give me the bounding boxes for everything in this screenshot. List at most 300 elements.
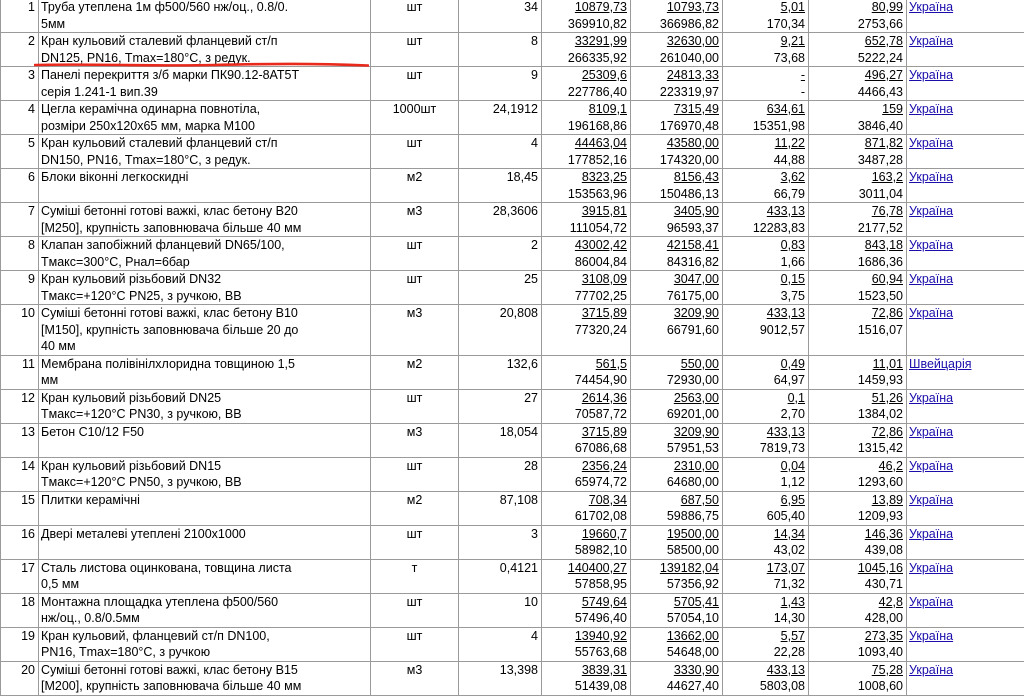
extra-cell (809, 389, 907, 423)
item-name-cell (39, 67, 371, 101)
country-cell (907, 457, 1024, 491)
price-unit-value: 10879,73 (544, 0, 627, 16)
quantity-cell (459, 661, 542, 695)
item-name-line: Плитки керамічні (41, 492, 368, 509)
price-unit-value: 3715,89 (544, 424, 627, 441)
extra-sum-value: 439,08 (811, 542, 903, 559)
unit-cell (371, 355, 459, 389)
price-net-sum-value: 44627,40 (633, 678, 719, 695)
price-net-cell (631, 169, 723, 203)
country-link[interactable]: Україна (909, 305, 1022, 322)
quantity-cell (459, 457, 542, 491)
unit-value: шт (407, 136, 423, 150)
unit-cell (371, 627, 459, 661)
table-row (1, 237, 1024, 271)
extra-cell (809, 271, 907, 305)
price-net-sum-value: 54648,00 (633, 644, 719, 661)
extra-cell (809, 203, 907, 237)
price-net-unit-value: 13662,00 (633, 628, 719, 645)
table-row (1, 491, 1024, 525)
duty-unit-value: 433,13 (725, 662, 805, 679)
price-unit-value: 140400,27 (544, 560, 627, 577)
price-unit-value: 44463,04 (544, 135, 627, 152)
price-net-sum-value: 72930,00 (633, 372, 719, 389)
duty-sum-value: 64,97 (725, 372, 805, 389)
price-net-cell (631, 305, 723, 356)
price-net-sum-value: 223319,97 (633, 84, 719, 101)
price-net-sum-value: 84316,82 (633, 254, 719, 271)
extra-sum-value: 1093,40 (811, 644, 903, 661)
price-net-unit-value: 687,50 (633, 492, 719, 509)
unit-cell (371, 237, 459, 271)
price-sum-value: 369910,82 (544, 16, 627, 33)
extra-sum-value: 5222,24 (811, 50, 903, 67)
item-name-line: [М250], крупність заповнювача більше 40 мм (41, 220, 368, 237)
price-net-unit-value: 7315,49 (633, 101, 719, 118)
duty-sum-value: 3,75 (725, 288, 805, 305)
item-name-cell (39, 559, 371, 593)
table-row (1, 33, 1024, 67)
table-body (1, 0, 1024, 695)
item-name-line: Клапан запобіжний фланцевий DN65/100, (41, 237, 368, 254)
price-unit-value: 8323,25 (544, 169, 627, 186)
item-name-line: Tмакс=+120°С PN30, з ручкою, ВВ (41, 406, 368, 423)
row-number: 7 (28, 204, 35, 218)
row-number-cell (1, 457, 39, 491)
item-name-line: Tмакс=300°С, Рнал=6бар (41, 254, 368, 271)
extra-cell (809, 423, 907, 457)
unit-cell (371, 525, 459, 559)
table-row (1, 559, 1024, 593)
row-number-cell (1, 67, 39, 101)
item-name-line: Суміші бетонні готові важкі, клас бетону В10 (41, 305, 368, 322)
quantity-cell (459, 237, 542, 271)
unit-value: шт (407, 459, 423, 473)
duty-sum-value: 44,88 (725, 152, 805, 169)
country-link[interactable]: Україна (909, 526, 1022, 543)
country-link[interactable]: Україна (909, 271, 1022, 288)
quantity-value: 20,808 (500, 306, 538, 320)
price-net-sum-value: 57054,10 (633, 610, 719, 627)
quantity-cell (459, 491, 542, 525)
price-net-cell (631, 559, 723, 593)
unit-cell (371, 33, 459, 67)
duty-cell (723, 33, 809, 67)
duty-sum-value: 605,40 (725, 508, 805, 525)
price-net-unit-value: 32630,00 (633, 33, 719, 50)
unit-cell (371, 661, 459, 695)
price-sum-value: 177852,16 (544, 152, 627, 169)
country-link[interactable]: Україна (909, 560, 1022, 577)
item-name-cell (39, 169, 371, 203)
item-name-cell (39, 101, 371, 135)
quantity-value: 4 (531, 629, 538, 643)
row-number-cell (1, 423, 39, 457)
extra-unit-value: 159 (811, 101, 903, 118)
quantity-cell (459, 423, 542, 457)
table-row (1, 525, 1024, 559)
price-sum-value: 266335,92 (544, 50, 627, 67)
price-cell (542, 203, 631, 237)
price-cell (542, 423, 631, 457)
quantity-value: 27 (524, 391, 538, 405)
extra-unit-value: 13,89 (811, 492, 903, 509)
price-net-cell (631, 237, 723, 271)
item-name-line: Кран кульовий різьбовий DN15 (41, 458, 368, 475)
quantity-value: 34 (524, 0, 538, 14)
country-cell (907, 661, 1024, 695)
extra-cell (809, 593, 907, 627)
price-net-sum-value: 76175,00 (633, 288, 719, 305)
row-number-cell (1, 203, 39, 237)
price-net-unit-value: 3330,90 (633, 662, 719, 679)
unit-value: шт (407, 238, 423, 252)
extra-sum-value: 428,00 (811, 610, 903, 627)
quantity-cell (459, 67, 542, 101)
country-cell (907, 525, 1024, 559)
item-name-line: нж/оц., 0.8/0.5мм (41, 610, 368, 627)
extra-cell (809, 525, 907, 559)
row-number-cell (1, 355, 39, 389)
country-link[interactable]: Україна (909, 67, 1022, 84)
unit-value: м2 (407, 170, 423, 184)
extra-sum-value: 3846,40 (811, 118, 903, 135)
duty-unit-value: 3,62 (725, 169, 805, 186)
duty-sum-value: 15351,98 (725, 118, 805, 135)
row-number: 18 (21, 595, 35, 609)
price-sum-value: 55763,68 (544, 644, 627, 661)
extra-cell (809, 627, 907, 661)
country-link[interactable]: Швейцарія (909, 356, 1022, 373)
item-name-line: Суміші бетонні готові важкі, клас бетону В20 (41, 203, 368, 220)
item-name-cell (39, 593, 371, 627)
price-cell (542, 559, 631, 593)
duty-sum-value: 7819,73 (725, 440, 805, 457)
duty-unit-value: 433,13 (725, 203, 805, 220)
quantity-cell (459, 627, 542, 661)
duty-cell (723, 525, 809, 559)
country-cell (907, 355, 1024, 389)
price-unit-value: 25309,6 (544, 67, 627, 84)
unit-cell (371, 169, 459, 203)
item-name-line: 0,5 мм (41, 576, 368, 593)
price-net-sum-value: 57356,92 (633, 576, 719, 593)
row-number: 8 (28, 238, 35, 252)
extra-unit-value: 46,2 (811, 458, 903, 475)
extra-cell (809, 661, 907, 695)
quantity-cell (459, 593, 542, 627)
price-sum-value: 227786,40 (544, 84, 627, 101)
extra-unit-value: 496,27 (811, 67, 903, 84)
price-sum-value: 77320,24 (544, 322, 627, 339)
duty-sum-value: 1,12 (725, 474, 805, 491)
quantity-cell (459, 305, 542, 356)
unit-cell (371, 101, 459, 135)
price-sum-value: 65974,72 (544, 474, 627, 491)
item-name-line: Кран кульовий, фланцевий ст/п DN100, (41, 628, 368, 645)
price-cell (542, 67, 631, 101)
row-number-cell (1, 661, 39, 695)
quantity-value: 132,6 (507, 357, 538, 371)
price-unit-value: 3715,89 (544, 305, 627, 322)
country-link[interactable]: Україна (909, 237, 1022, 254)
extra-unit-value: 42,8 (811, 594, 903, 611)
country-link[interactable]: Україна (909, 135, 1022, 152)
price-net-unit-value: 2310,00 (633, 458, 719, 475)
unit-cell (371, 305, 459, 356)
extra-cell (809, 355, 907, 389)
price-net-sum-value: 66791,60 (633, 322, 719, 339)
price-net-cell (631, 271, 723, 305)
quantity-cell (459, 203, 542, 237)
row-number: 9 (28, 272, 35, 286)
item-name-line: Мембрана полівінілхлоридна товщиною 1,5 (41, 356, 368, 373)
duty-cell (723, 627, 809, 661)
country-cell (907, 627, 1024, 661)
extra-unit-value: 60,94 (811, 271, 903, 288)
country-link[interactable]: Україна (909, 101, 1022, 118)
duty-unit-value: - (725, 67, 805, 84)
item-name-line: Кран кульовий сталевий фланцевий ст/п (41, 33, 368, 50)
quantity-value: 28,3606 (493, 204, 538, 218)
unit-value: м3 (407, 425, 423, 439)
item-name-line: Панелі перекриття з/б марки ПК90.12-8АТ5Т (41, 67, 368, 84)
item-name-cell (39, 33, 371, 67)
row-number-cell (1, 135, 39, 169)
price-unit-value: 561,5 (544, 356, 627, 373)
unit-cell (371, 491, 459, 525)
item-name-cell (39, 389, 371, 423)
row-number: 4 (28, 102, 35, 116)
extra-unit-value: 72,86 (811, 305, 903, 322)
item-name-line: Tмакс=+120°С PN50, з ручкою, ВВ (41, 474, 368, 491)
price-cell (542, 101, 631, 135)
price-net-sum-value: 58500,00 (633, 542, 719, 559)
price-cell (542, 525, 631, 559)
item-name-cell (39, 271, 371, 305)
table-row (1, 355, 1024, 389)
price-net-cell (631, 627, 723, 661)
row-number: 11 (22, 357, 35, 371)
price-net-unit-value: 3209,90 (633, 305, 719, 322)
extra-sum-value: 1523,50 (811, 288, 903, 305)
table-row (1, 305, 1024, 356)
table-row (1, 389, 1024, 423)
extra-cell (809, 491, 907, 525)
quantity-cell (459, 135, 542, 169)
country-link[interactable]: Україна (909, 424, 1022, 441)
price-sum-value: 111054,72 (544, 220, 627, 237)
unit-value: шт (407, 68, 423, 82)
unit-cell (371, 423, 459, 457)
country-cell (907, 33, 1024, 67)
duty-unit-value: 0,15 (725, 271, 805, 288)
row-number: 5 (28, 136, 35, 150)
price-net-sum-value: 366986,82 (633, 16, 719, 33)
table-row (1, 67, 1024, 101)
price-net-sum-value: 174320,00 (633, 152, 719, 169)
duty-sum-value: 73,68 (725, 50, 805, 67)
country-cell (907, 559, 1024, 593)
row-number: 17 (21, 561, 35, 575)
quantity-value: 10 (524, 595, 538, 609)
price-sum-value: 51439,08 (544, 678, 627, 695)
quantity-cell (459, 389, 542, 423)
price-sum-value: 57496,40 (544, 610, 627, 627)
country-cell (907, 271, 1024, 305)
quantity-cell (459, 525, 542, 559)
table-row (1, 661, 1024, 695)
price-net-unit-value: 2563,00 (633, 390, 719, 407)
country-link[interactable]: Україна (909, 0, 1022, 16)
row-number: 14 (21, 459, 35, 473)
country-link[interactable]: Україна (909, 662, 1022, 679)
price-sum-value: 196168,86 (544, 118, 627, 135)
duty-unit-value: 634,61 (725, 101, 805, 118)
price-sum-value: 153563,96 (544, 186, 627, 203)
duty-unit-value: 0,83 (725, 237, 805, 254)
extra-sum-value: 1209,93 (811, 508, 903, 525)
duty-sum-value: 2,70 (725, 406, 805, 423)
item-name-line: серія 1.241-1 вип.39 (41, 84, 368, 101)
row-number-cell (1, 237, 39, 271)
price-sum-value: 58982,10 (544, 542, 627, 559)
unit-cell (371, 0, 459, 33)
price-net-sum-value: 64680,00 (633, 474, 719, 491)
extra-sum-value: 2177,52 (811, 220, 903, 237)
price-net-unit-value: 43580,00 (633, 135, 719, 152)
price-cell (542, 457, 631, 491)
duty-sum-value: - (725, 84, 805, 101)
item-name-line (41, 440, 368, 457)
row-number-cell (1, 559, 39, 593)
price-net-unit-value: 5705,41 (633, 594, 719, 611)
quantity-cell (459, 271, 542, 305)
price-net-sum-value: 59886,75 (633, 508, 719, 525)
row-number: 20 (21, 663, 35, 677)
quantity-cell (459, 33, 542, 67)
price-net-cell (631, 525, 723, 559)
duty-unit-value: 433,13 (725, 424, 805, 441)
price-cell (542, 271, 631, 305)
country-link[interactable]: Україна (909, 458, 1022, 475)
extra-cell (809, 67, 907, 101)
duty-sum-value: 170,34 (725, 16, 805, 33)
price-unit-value: 2356,24 (544, 458, 627, 475)
quantity-value: 24,1912 (493, 102, 538, 116)
quantity-value: 28 (524, 459, 538, 473)
country-link[interactable]: Україна (909, 390, 1022, 407)
quantity-cell (459, 559, 542, 593)
country-cell (907, 305, 1024, 356)
table-row (1, 169, 1024, 203)
extra-sum-value: 1516,07 (811, 322, 903, 339)
price-sum-value: 86004,84 (544, 254, 627, 271)
extra-unit-value: 75,28 (811, 662, 903, 679)
item-name-cell (39, 305, 371, 356)
unit-value: шт (407, 391, 423, 405)
price-net-sum-value: 150486,13 (633, 186, 719, 203)
unit-value: м3 (407, 204, 423, 218)
row-number: 19 (21, 629, 35, 643)
extra-cell (809, 33, 907, 67)
country-link[interactable]: Україна (909, 33, 1022, 50)
unit-cell (371, 135, 459, 169)
price-net-sum-value: 57951,53 (633, 440, 719, 457)
table-row (1, 135, 1024, 169)
extra-cell (809, 169, 907, 203)
price-cell (542, 33, 631, 67)
price-sum-value: 70587,72 (544, 406, 627, 423)
duty-unit-value: 6,95 (725, 492, 805, 509)
extra-cell (809, 305, 907, 356)
duty-sum-value: 9012,57 (725, 322, 805, 339)
extra-unit-value: 80,99 (811, 0, 903, 16)
price-net-unit-value: 550,00 (633, 356, 719, 373)
price-net-cell (631, 661, 723, 695)
table-row (1, 423, 1024, 457)
duty-cell (723, 661, 809, 695)
item-name-cell (39, 355, 371, 389)
duty-cell (723, 169, 809, 203)
price-net-sum-value: 96593,37 (633, 220, 719, 237)
price-sum-value: 74454,90 (544, 372, 627, 389)
country-link[interactable]: Україна (909, 169, 1022, 186)
extra-sum-value: 4466,43 (811, 84, 903, 101)
extra-cell (809, 457, 907, 491)
unit-value: шт (407, 0, 423, 14)
unit-cell (371, 593, 459, 627)
country-cell (907, 0, 1024, 33)
price-sum-value: 77702,25 (544, 288, 627, 305)
extra-unit-value: 72,86 (811, 424, 903, 441)
price-net-unit-value: 139182,04 (633, 560, 719, 577)
duty-cell (723, 305, 809, 356)
item-name-line: Кран кульовий різьбовий DN25 (41, 390, 368, 407)
row-number-cell (1, 169, 39, 203)
unit-value: шт (407, 34, 423, 48)
extra-cell (809, 101, 907, 135)
country-link[interactable]: Україна (909, 628, 1022, 645)
country-link[interactable]: Україна (909, 203, 1022, 220)
country-link[interactable]: Україна (909, 492, 1022, 509)
price-cell (542, 237, 631, 271)
extra-unit-value: 51,26 (811, 390, 903, 407)
row-number-cell (1, 491, 39, 525)
item-name-line: 5мм (41, 16, 368, 33)
price-net-sum-value: 261040,00 (633, 50, 719, 67)
item-name-line (41, 186, 368, 203)
extra-sum-value: 3011,04 (811, 186, 903, 203)
country-link[interactable]: Україна (909, 594, 1022, 611)
quantity-cell (459, 101, 542, 135)
item-name-line: PN16, Tmax=180°C, з ручкою (41, 644, 368, 661)
unit-cell (371, 67, 459, 101)
duty-cell (723, 593, 809, 627)
extra-cell (809, 237, 907, 271)
price-unit-value: 3108,09 (544, 271, 627, 288)
price-unit-value: 5749,64 (544, 594, 627, 611)
country-cell (907, 423, 1024, 457)
price-unit-value: 43002,42 (544, 237, 627, 254)
unit-value: шт (407, 595, 423, 609)
extra-unit-value: 76,78 (811, 203, 903, 220)
duty-cell (723, 0, 809, 33)
quantity-value: 4 (531, 136, 538, 150)
duty-cell (723, 559, 809, 593)
row-number: 15 (21, 493, 35, 507)
item-name-cell (39, 525, 371, 559)
